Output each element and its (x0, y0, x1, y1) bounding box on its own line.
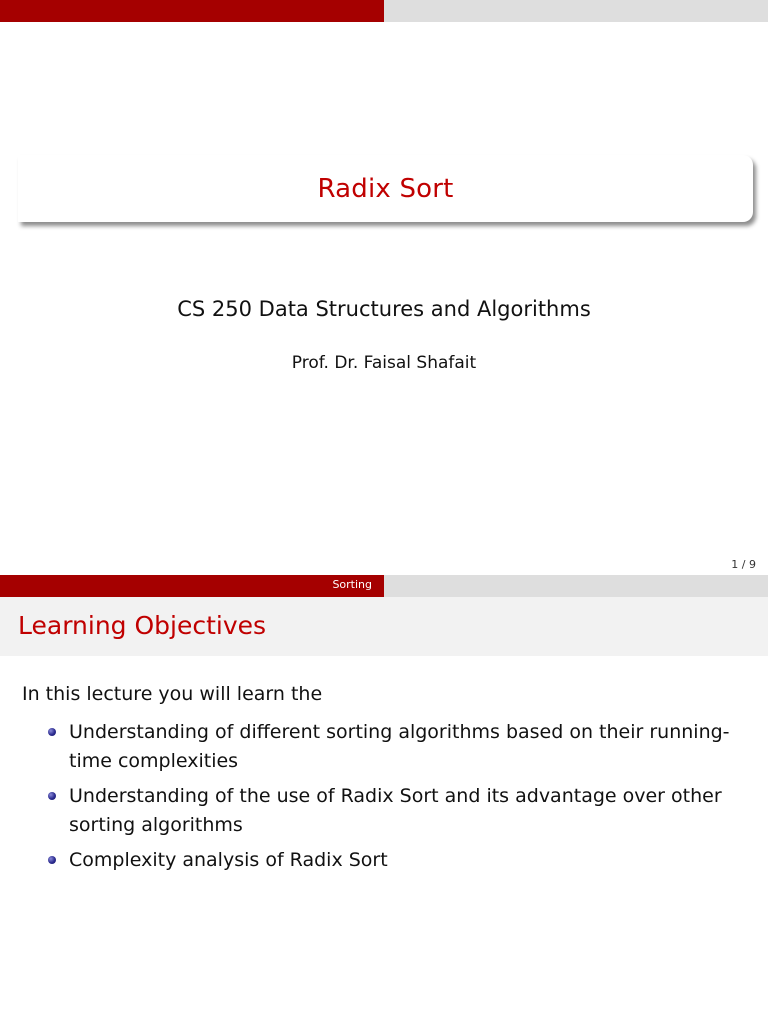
frame-title: Learning Objectives (18, 611, 267, 640)
headline-bar-left (0, 0, 384, 22)
list-item (48, 846, 738, 875)
list-item (48, 782, 738, 840)
objectives-list (48, 718, 738, 881)
course-subtitle: CS 250 Data Structures and Algorithms (177, 297, 591, 321)
section-link-sorting[interactable]: Sorting (332, 578, 372, 591)
list-item (48, 718, 738, 776)
headline-bar-right (384, 0, 768, 22)
list-item-text: Understanding of different sorting algorithms based on their running-time complexities (69, 721, 730, 772)
frame-title-bar (0, 597, 768, 656)
presentation-title: Radix Sort (317, 173, 454, 204)
section-navigation-bar (0, 575, 768, 597)
list-item-text: Complexity analysis of Radix Sort (69, 849, 388, 871)
bullet-ball-icon (48, 792, 56, 800)
bullet-ball-icon (48, 728, 56, 736)
intro-text: In this lecture you will learn the (22, 683, 323, 705)
title-box (18, 155, 753, 222)
list-item-text: Understanding of the use of Radix Sort and its advantage over other sorting algorithms (69, 785, 722, 836)
top-headline-bar (0, 0, 768, 22)
page-number: 1 / 9 (731, 558, 756, 571)
nav-bar-right (384, 575, 768, 597)
nav-bar-left (0, 575, 384, 597)
bullet-ball-icon (48, 856, 56, 864)
objectives-slide (0, 575, 768, 1024)
author-name: Prof. Dr. Faisal Shafait (291, 353, 477, 373)
